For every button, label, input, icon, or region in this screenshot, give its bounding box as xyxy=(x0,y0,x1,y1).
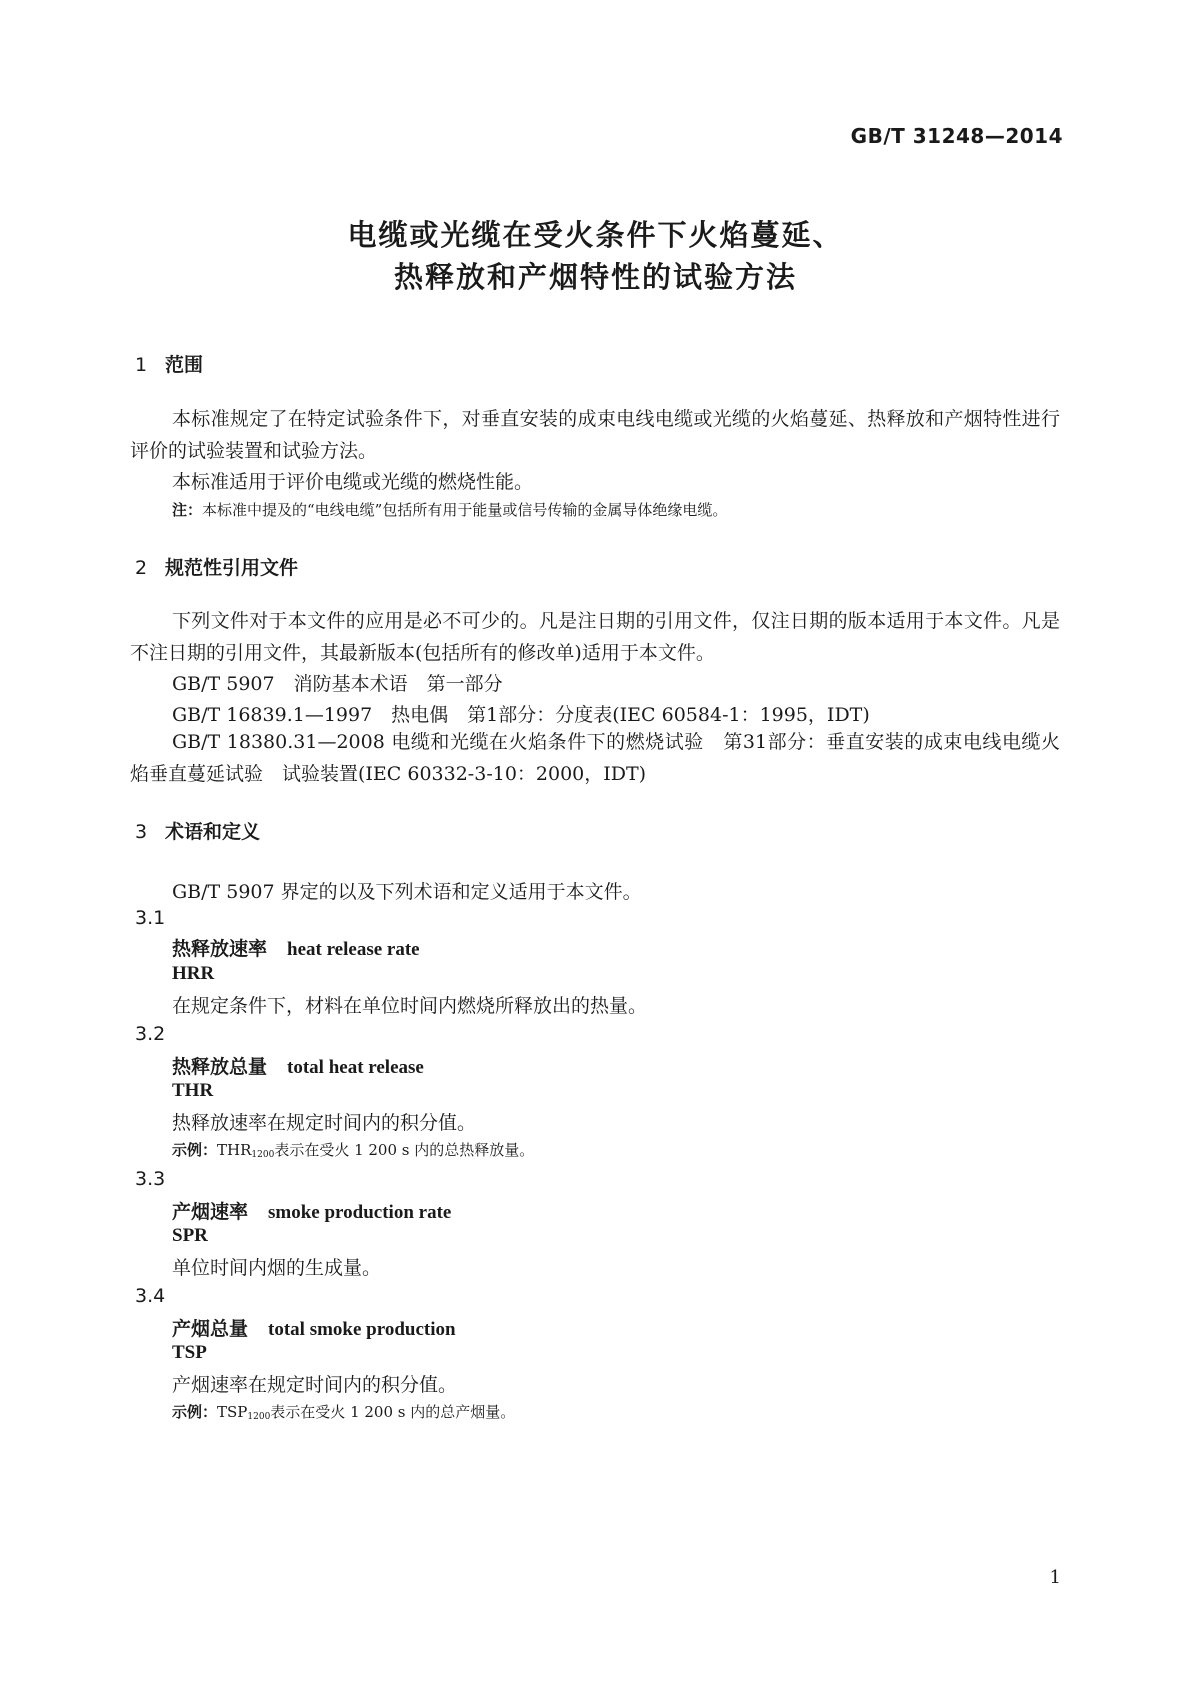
term-heading xyxy=(172,1314,456,1341)
document-code: GB/T 31248—2014 xyxy=(850,124,1063,148)
page-number: 1 xyxy=(1049,1567,1061,1588)
reference-1: GB/T 5907 消防基本术语 第一部分 xyxy=(172,673,503,695)
reference-2: GB/T 16839.1—1997 热电偶 第1部分：分度表(IEC 60584-1：1995，IDT) xyxy=(172,704,870,726)
term-number: 3.4 xyxy=(135,1285,166,1307)
section-1-note xyxy=(172,499,727,520)
section-title: 术语和定义 xyxy=(165,821,261,843)
term-english: total heat release xyxy=(287,1057,424,1078)
section-number: 2 xyxy=(135,557,148,579)
note-label: 注： xyxy=(172,501,203,519)
section-title: 范围 xyxy=(165,354,204,376)
example-subscript: 1200 xyxy=(247,1412,271,1422)
term-abbreviation: SPR xyxy=(172,1225,208,1246)
term-chinese: 热释放总量 xyxy=(172,1056,268,1078)
term-abbreviation: TSP xyxy=(172,1342,207,1363)
term-abbreviation: THR xyxy=(172,1080,214,1101)
example-label: 示例： xyxy=(172,1403,218,1421)
section-title: 规范性引用文件 xyxy=(165,557,299,579)
example-label: 示例： xyxy=(172,1141,218,1159)
section-number: 1 xyxy=(135,354,148,376)
term-english: smoke production rate xyxy=(268,1202,452,1223)
term-heading xyxy=(172,934,420,961)
term-english: total smoke production xyxy=(268,1319,456,1340)
reference-3: GB/T 18380.31—2008 电缆和光缆在火焰条件下的燃烧试验 第31部分：垂直安装的成束电线电缆火焰垂直蔓延试验 试验装置(IEC 60332-3-10：2000，IDT) xyxy=(130,731,1060,785)
term-definition: 单位时间内烟的生成量。 xyxy=(172,1257,382,1279)
example-symbol: THR xyxy=(217,1141,252,1159)
term-chinese: 产烟总量 xyxy=(172,1318,249,1340)
example-subscript: 1200 xyxy=(251,1150,275,1160)
note-text: 本标准中提及的“电线电缆”包括所有用于能量或信号传输的金属导体绝缘电缆。 xyxy=(202,501,728,519)
title-line-1: 电缆或光缆在受火条件下火焰蔓延、 xyxy=(347,218,844,252)
term-definition: 在规定条件下，材料在单位时间内燃烧所释放出的热量。 xyxy=(172,995,648,1017)
section-2-intro: 下列文件对于本文件的应用是必不可少的。凡是注日期的引用文件，仅注日期的版本适用于本文件。凡是不注日期的引用文件，其最新版本(包括所有的修改单)适用于本文件。 xyxy=(130,610,1060,664)
section-3-intro: GB/T 5907 界定的以及下列术语和定义适用于本文件。 xyxy=(172,881,642,903)
term-number: 3.3 xyxy=(135,1168,166,1190)
example-text: 表示在受火 1 200 s 内的总热释放量。 xyxy=(274,1141,535,1159)
section-2-heading xyxy=(135,553,298,580)
term-abbreviation: HRR xyxy=(172,963,215,984)
section-number: 3 xyxy=(135,821,148,843)
term-heading xyxy=(172,1197,451,1224)
section-1-paragraph: 本标准规定了在特定试验条件下，对垂直安装的成束电线电缆或光缆的火焰蔓延、热释放和产烟特性进行评价的试验装置和试验方法。 xyxy=(130,408,1060,462)
term-example xyxy=(172,1139,534,1160)
example-symbol: TSP xyxy=(217,1403,248,1421)
term-number: 3.1 xyxy=(135,907,166,929)
example-text: 表示在受火 1 200 s 内的总产烟量。 xyxy=(270,1403,516,1421)
term-chinese: 热释放速率 xyxy=(172,938,268,960)
term-definition: 热释放速率在规定时间内的积分值。 xyxy=(172,1112,477,1134)
title-line-2: 热释放和产烟特性的试验方法 xyxy=(393,260,797,294)
section-3-heading xyxy=(135,817,260,844)
term-definition: 产烟速率在规定时间内的积分值。 xyxy=(172,1374,458,1396)
term-heading xyxy=(172,1052,424,1079)
term-english: heat release rate xyxy=(287,939,420,960)
term-number: 3.2 xyxy=(135,1023,166,1045)
section-1-heading xyxy=(135,350,203,377)
term-chinese: 产烟速率 xyxy=(172,1201,249,1223)
term-example xyxy=(172,1401,515,1422)
section-1-scope: 本标准适用于评价电缆或光缆的燃烧性能。 xyxy=(172,471,534,493)
